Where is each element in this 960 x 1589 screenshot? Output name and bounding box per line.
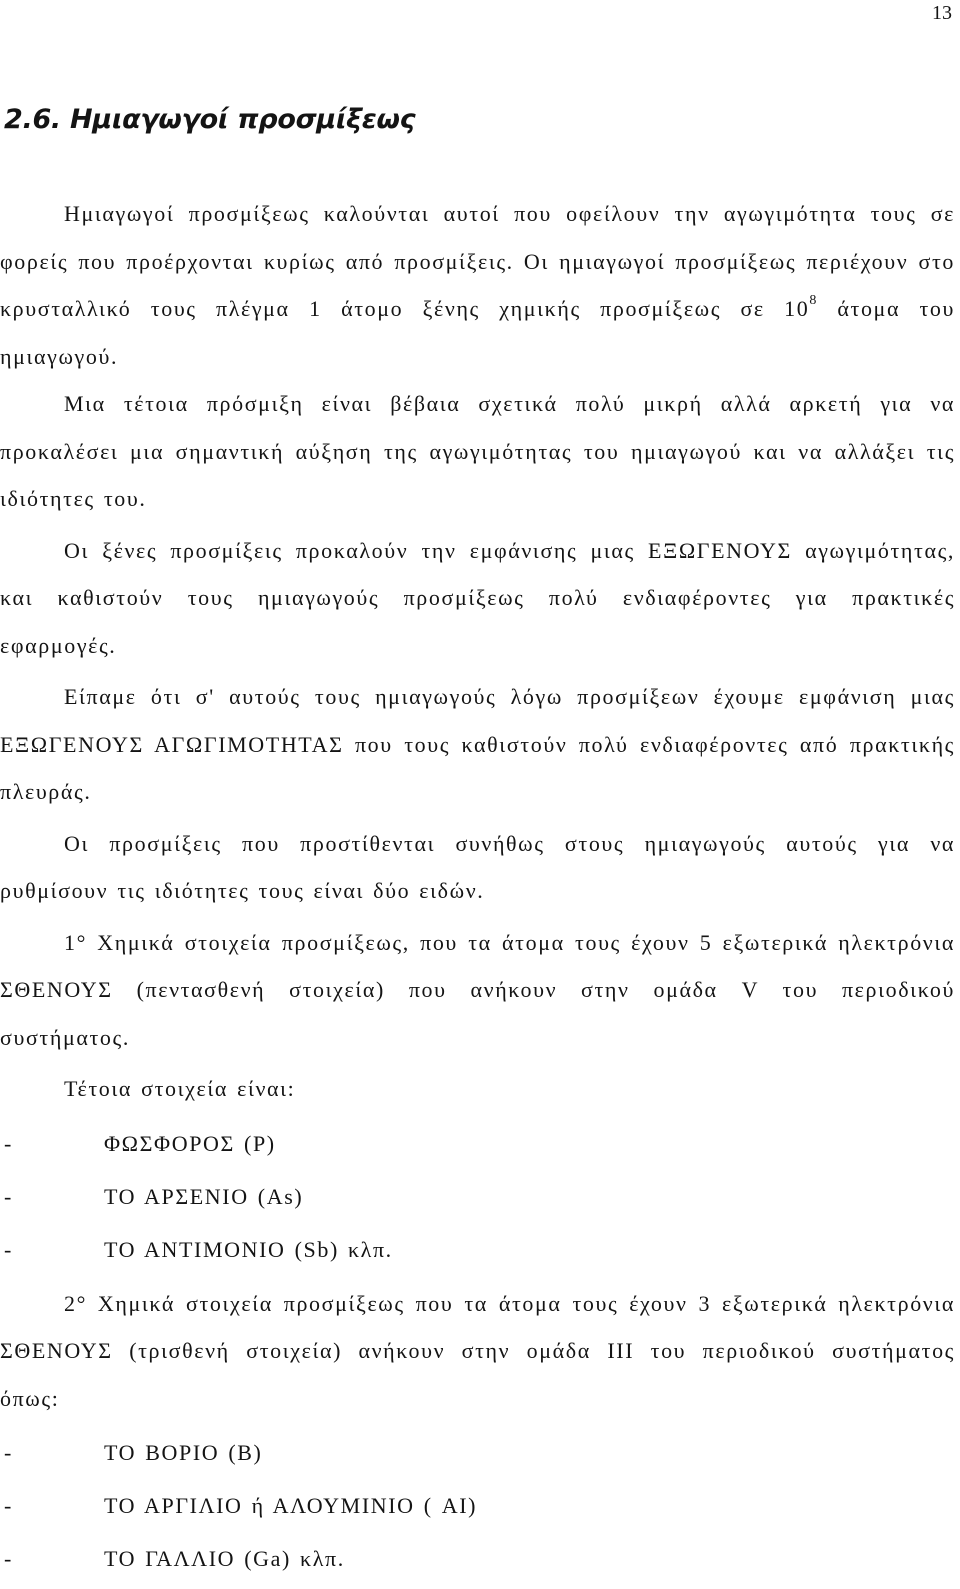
paragraph-two-kinds: Οι προσμίξεις που προστίθενται συνήθως στους ημιαγωγούς αυτούς για να ρυθμίσουν τις ιδιότητες τους είναι δύο ειδών. [0, 830, 955, 903]
list-item [0, 1426, 955, 1479]
paragraph-extrinsic-conductivity: Οι ξένες προσμίξεις προκαλούν την εμφάνισης μιας ΕΞΩΓΕΝΟΥΣ αγωγιμότητας, και καθιστούν τους ημιαγωγούς προσμίξεως πολύ ενδιαφέροντες για πρακτικές εφαρμογές. [0, 537, 955, 658]
list-dash: - [4, 1440, 13, 1465]
list-item [0, 1117, 955, 1170]
list-item-text: ΤΟ ΒΟΡΙΟ (B) [104, 1440, 263, 1465]
paragraph-examples-intro: Τέτοια στοιχεία είναι: [64, 1076, 296, 1101]
list-item-text: ΤΟ ΑΡΓΙΛΙΟ ή ΑΛΟΥΜΙΝΙΟ ( AI) [104, 1493, 478, 1518]
list-item [0, 1479, 955, 1532]
paragraph-definition-text: Ημιαγωγοί προσμίξεως καλούνται αυτοί που οφείλουν την αγωγιμότητα τους σε φορείς που προέρχονται κυρίως από προσμίξεις. Οι ημιαγωγοί προσμίξεως περιέχουν στο κρυσταλλικό τους πλέγμα 1 άτομο ξένης χημικής προσμίξεως σε 10 [0, 201, 955, 321]
section-title: 2.6. Ημιαγωγοί προσμίξεως [4, 104, 416, 135]
paragraph-practical-interest: Είπαμε ότι σ' αυτούς τους ημιαγωγούς λόγω προσμίξεων έχουμε εμφάνιση μιας ΕΞΩΓΕΝΟΥΣ ΑΓΩΓΙΜΟΤΗΤΑΣ που τους καθιστούν πολύ ενδιαφέροντες από πρακτικής πλευράς. [0, 684, 955, 804]
list-dash: - [4, 1236, 13, 1262]
paragraph-impurity-amount: Μια τέτοια πρόσμιξη είναι βέβαια σχετικά πολύ μικρή αλλά αρκετή για να προκαλέσει μια σημαντική αύξηση της αγωγιμότητας του ημιαγωγού και να αλλάξει τις ιδιότητες του. [0, 391, 955, 511]
paragraph-definition [0, 190, 955, 380]
paragraph-trivalent: 2° Χημικά στοιχεία προσμίξεως που τα άτομα τους έχουν 3 εξωτερικά ηλεκτρόνια ΣΘΕΝΟΥΣ (τρισθενή στοιχεία) ανήκουν στην ομάδα III του περιοδικού συστήματος όπως: [0, 1290, 955, 1411]
group-v-element-list [0, 1117, 955, 1276]
list-item [0, 1532, 955, 1585]
list-item-text: ΦΩΣΦΟΡΟΣ (P) [104, 1130, 276, 1156]
document-body [0, 190, 955, 1589]
group-iii-element-list [0, 1426, 955, 1585]
paragraph-pentavalent: 1° Χημικά στοιχεία προσμίξεως, που τα άτομα τους έχουν 5 εξωτερικά ηλεκτρόνια ΣΘΕΝΟΥΣ (πεντασθενή στοιχεία) που ανήκουν στην ομάδα V του περιοδικού συστήματος. [0, 929, 955, 1050]
list-dash: - [4, 1493, 13, 1518]
list-dash: - [4, 1183, 13, 1209]
list-dash: - [4, 1546, 13, 1571]
page-number: 13 [932, 2, 952, 24]
list-item [0, 1223, 955, 1276]
list-item-text: ΤΟ ΑΡΣΕΝΙΟ (As) [104, 1183, 304, 1209]
list-item-text: ΤΟ ΑΝΤΙΜΟΝΙΟ (Sb) κλπ. [104, 1236, 393, 1262]
list-item-text: ΤΟ ΓΑΛΛΙΟ (Ga) κλπ. [104, 1546, 345, 1571]
exponent: 8 [809, 293, 818, 308]
paragraph-definition-tail: άτομα του ημιαγωγού. [0, 296, 956, 369]
list-dash: - [4, 1130, 13, 1156]
list-item [0, 1170, 955, 1223]
